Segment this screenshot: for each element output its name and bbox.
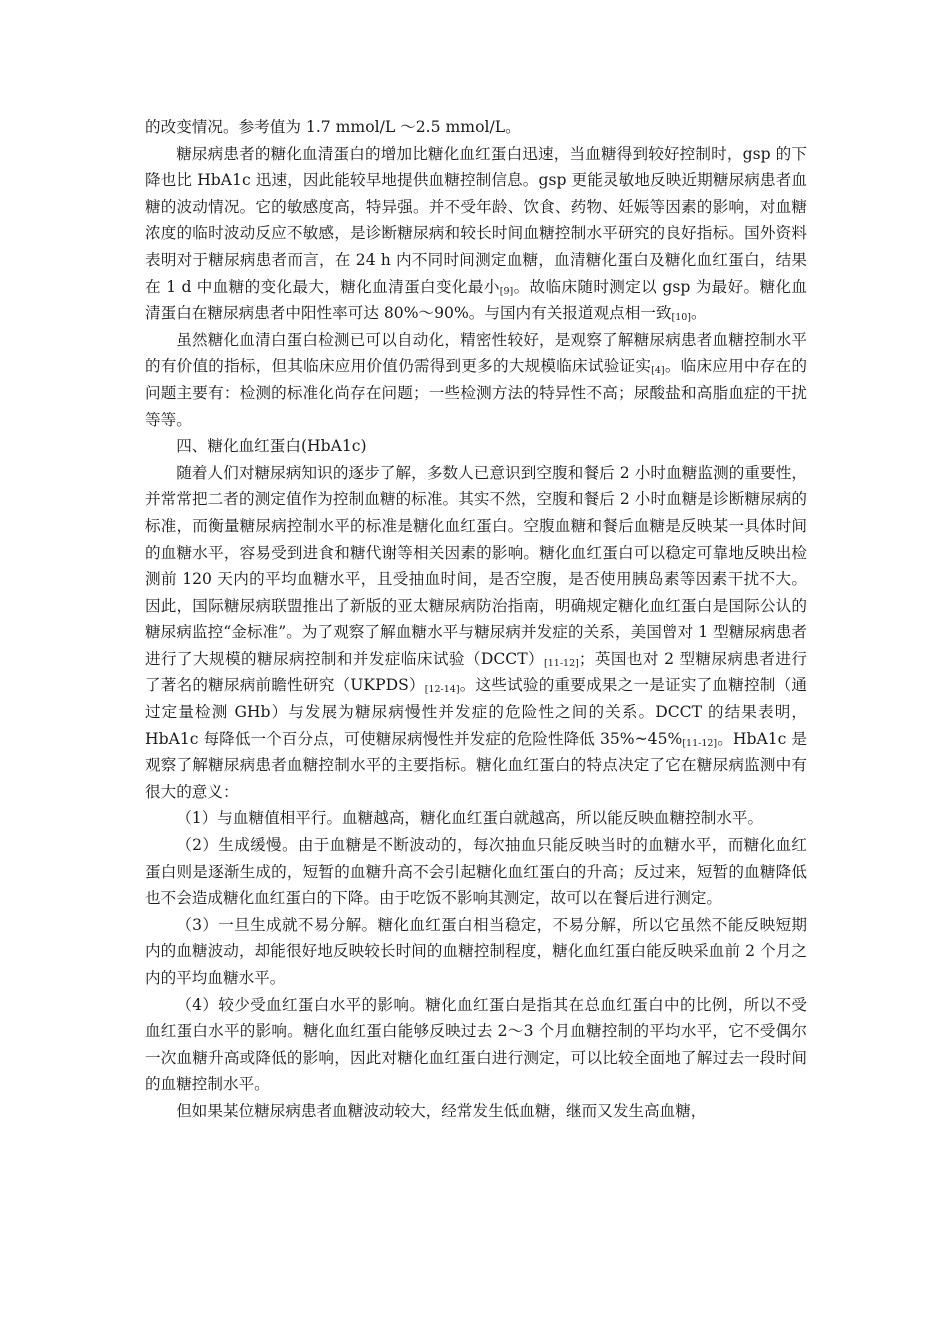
citation-ref-11-12: [11-12] (682, 737, 718, 749)
text-segment: 随着人们对糖尿病知识的逐步了解，多数人已意识到空腹和餐后 2 小时血糖监测的重要性，并常常把二者的测定值作为控制血糖的标准。其实不然，空腹和餐后 2 小时血糖是诊断糖尿病的标准，而衡量糖尿病控制水平的标准是糖化血红蛋白。空腹血糖和餐后血糖是反映某一具体时间的血糖水平，容易受到进食和糖代谢等相关因素的影响。糖化血红蛋白可以稳定可靠地反映出检测前 120 天内的平均血糖水平，且受抽血时间，是否空腹，是否使用胰岛素等因素干扰不大。因此，国际糖尿病联盟推出了新版的亚太糖尿病防治指南，明确规定糖化血红蛋白是国际公认的糖尿病监控“金标准”。为了观察了解血糖水平与糖尿病并发症的关系，美国曾对 1 型糖尿病患者进行了大规模的糖尿病控制和并发症临床试验（DCCT） (145, 463, 807, 668)
citation-ref-4: [4] (651, 365, 665, 377)
text-segment: 。HbA1c 是观察了解糖尿病患者血糖控制水平的主要指标。糖化血红蛋白的特点决定了它在糖尿病监测中有很大的意义： (145, 729, 807, 801)
paragraph-glycated-serum-protein (145, 141, 807, 327)
paragraph-hba1c-overview (145, 460, 807, 806)
list-item-1 (145, 805, 807, 832)
citation-ref-10: [10] (671, 312, 692, 324)
text-segment: 。这些试验的重要成果之一是证实了血糖控制（通过定量检测 GHb）与发展为糖尿病慢性并发症的危险性之间的关系。DCCT 的结果表明，HbA1c 每降低一个百分点，可使糖尿病慢性并发症的危险性降低 35%~45% (145, 676, 807, 748)
text-segment: （1）与血糖值相平行。血糖越高，糖化血红蛋白就越高，所以能反映血糖控制水平。 (176, 809, 764, 828)
list-item-4 (145, 992, 807, 1098)
text-segment: （3）一旦生成就不易分解。糖化血红蛋白相当稳定，不易分解，所以它虽然不能反映短期内的血糖波动，却能很好地反映较长时间的血糖控制程度，糖化血红蛋白能反映采血前 2 个月之内的平均血糖水平。 (145, 915, 807, 987)
text-segment: 但如果某位糖尿病患者血糖波动较大，经常发生低血糖，继而又发生高血糖， (176, 1101, 707, 1120)
section-heading-hba1c (145, 433, 807, 460)
text-segment: 虽然糖化血清白蛋白检测已可以自动化，精密性较好，是观察了解糖尿病患者血糖控制水平的有价值的指标，但其临床应用价值仍需得到更多的大规模临床试验证实 (145, 330, 807, 376)
paragraph-reference-range (145, 114, 807, 141)
text-segment: 的改变情况。参考值为 1.7 mmol/L ～2.5 mmol/L。 (145, 118, 521, 136)
list-item-3 (145, 912, 807, 992)
citation-ref-9: [9] (499, 285, 514, 297)
citation-ref-11-12: [11-12] (544, 657, 579, 669)
paragraph-albumin-automation (145, 327, 807, 433)
text-segment: 糖尿病患者的糖化血清蛋白的增加比糖化血红蛋白迅速，当血糖得到较好控制时，gsp 的下降也比 HbA1c 迅速，因此能较早地提供血糖控制信息。gsp 更能灵敏地反映近期糖尿病患者血糖的波动情况。它的敏感度高，特异强。并不受年龄、饮食、药物、妊娠等因素的影响，对血糖浓度的临时波动反应不敏感，是诊断糖尿病和较长时间血糖控制水平研究的良好指标。国外资料表明对于糖尿病患者而言，在 24 h 内不同时间测定血糖，血清糖化蛋白及糖化血红蛋白，结果在 1 d 中血糖的变化最大，糖化血清蛋白变化最小 (145, 144, 807, 296)
citation-ref-12-14: [12-14] (424, 684, 460, 696)
text-segment: （2）生成缓慢。由于血糖是不断波动的，每次抽血只能反映当时的血糖水平，而糖化血红蛋白则是逐渐生成的，短暂的血糖升高不会引起糖化血红蛋白的升高；反过来，短暂的血糖降低也不会造成糖化血红蛋白的下降。由于吃饭不影响其测定，故可以在餐后进行测定。 (145, 836, 807, 908)
list-item-2 (145, 832, 807, 912)
document-body (145, 114, 807, 1125)
text-segment: 。故临床随时测定以 gsp 为最好。糖化血清蛋白在糖尿病患者中阳性率可达 80%～90%。与国内有关报道观点相一致 (145, 277, 807, 323)
heading-text: 四、糖化血红蛋白(HbA1c) (176, 437, 367, 456)
text-segment: （4）较少受血红蛋白水平的影响。糖化血红蛋白是指其在总血红蛋白中的比例，所以不受血红蛋白水平的影响。糖化血红蛋白能够反映过去 2～3 个月血糖控制的平均水平，它不受偶尔一次血糖升高或降低的影响，因此对糖化血红蛋白进行测定，可以比较全面地了解过去一段时间的血糖控制水平。 (145, 995, 807, 1094)
text-segment: ；英国也对 2 型糖尿病患者进行了著名的糖尿病前瞻性研究（UKPDS） (145, 649, 807, 695)
text-segment: 。 (691, 304, 707, 323)
paragraph-fluctuation (145, 1098, 807, 1125)
text-segment: 。临床应用中存在的问题主要有：检测的标准化尚存在问题；一些检测方法的特异性不高；尿酸盐和高脂血症的干扰等等。 (145, 357, 807, 429)
